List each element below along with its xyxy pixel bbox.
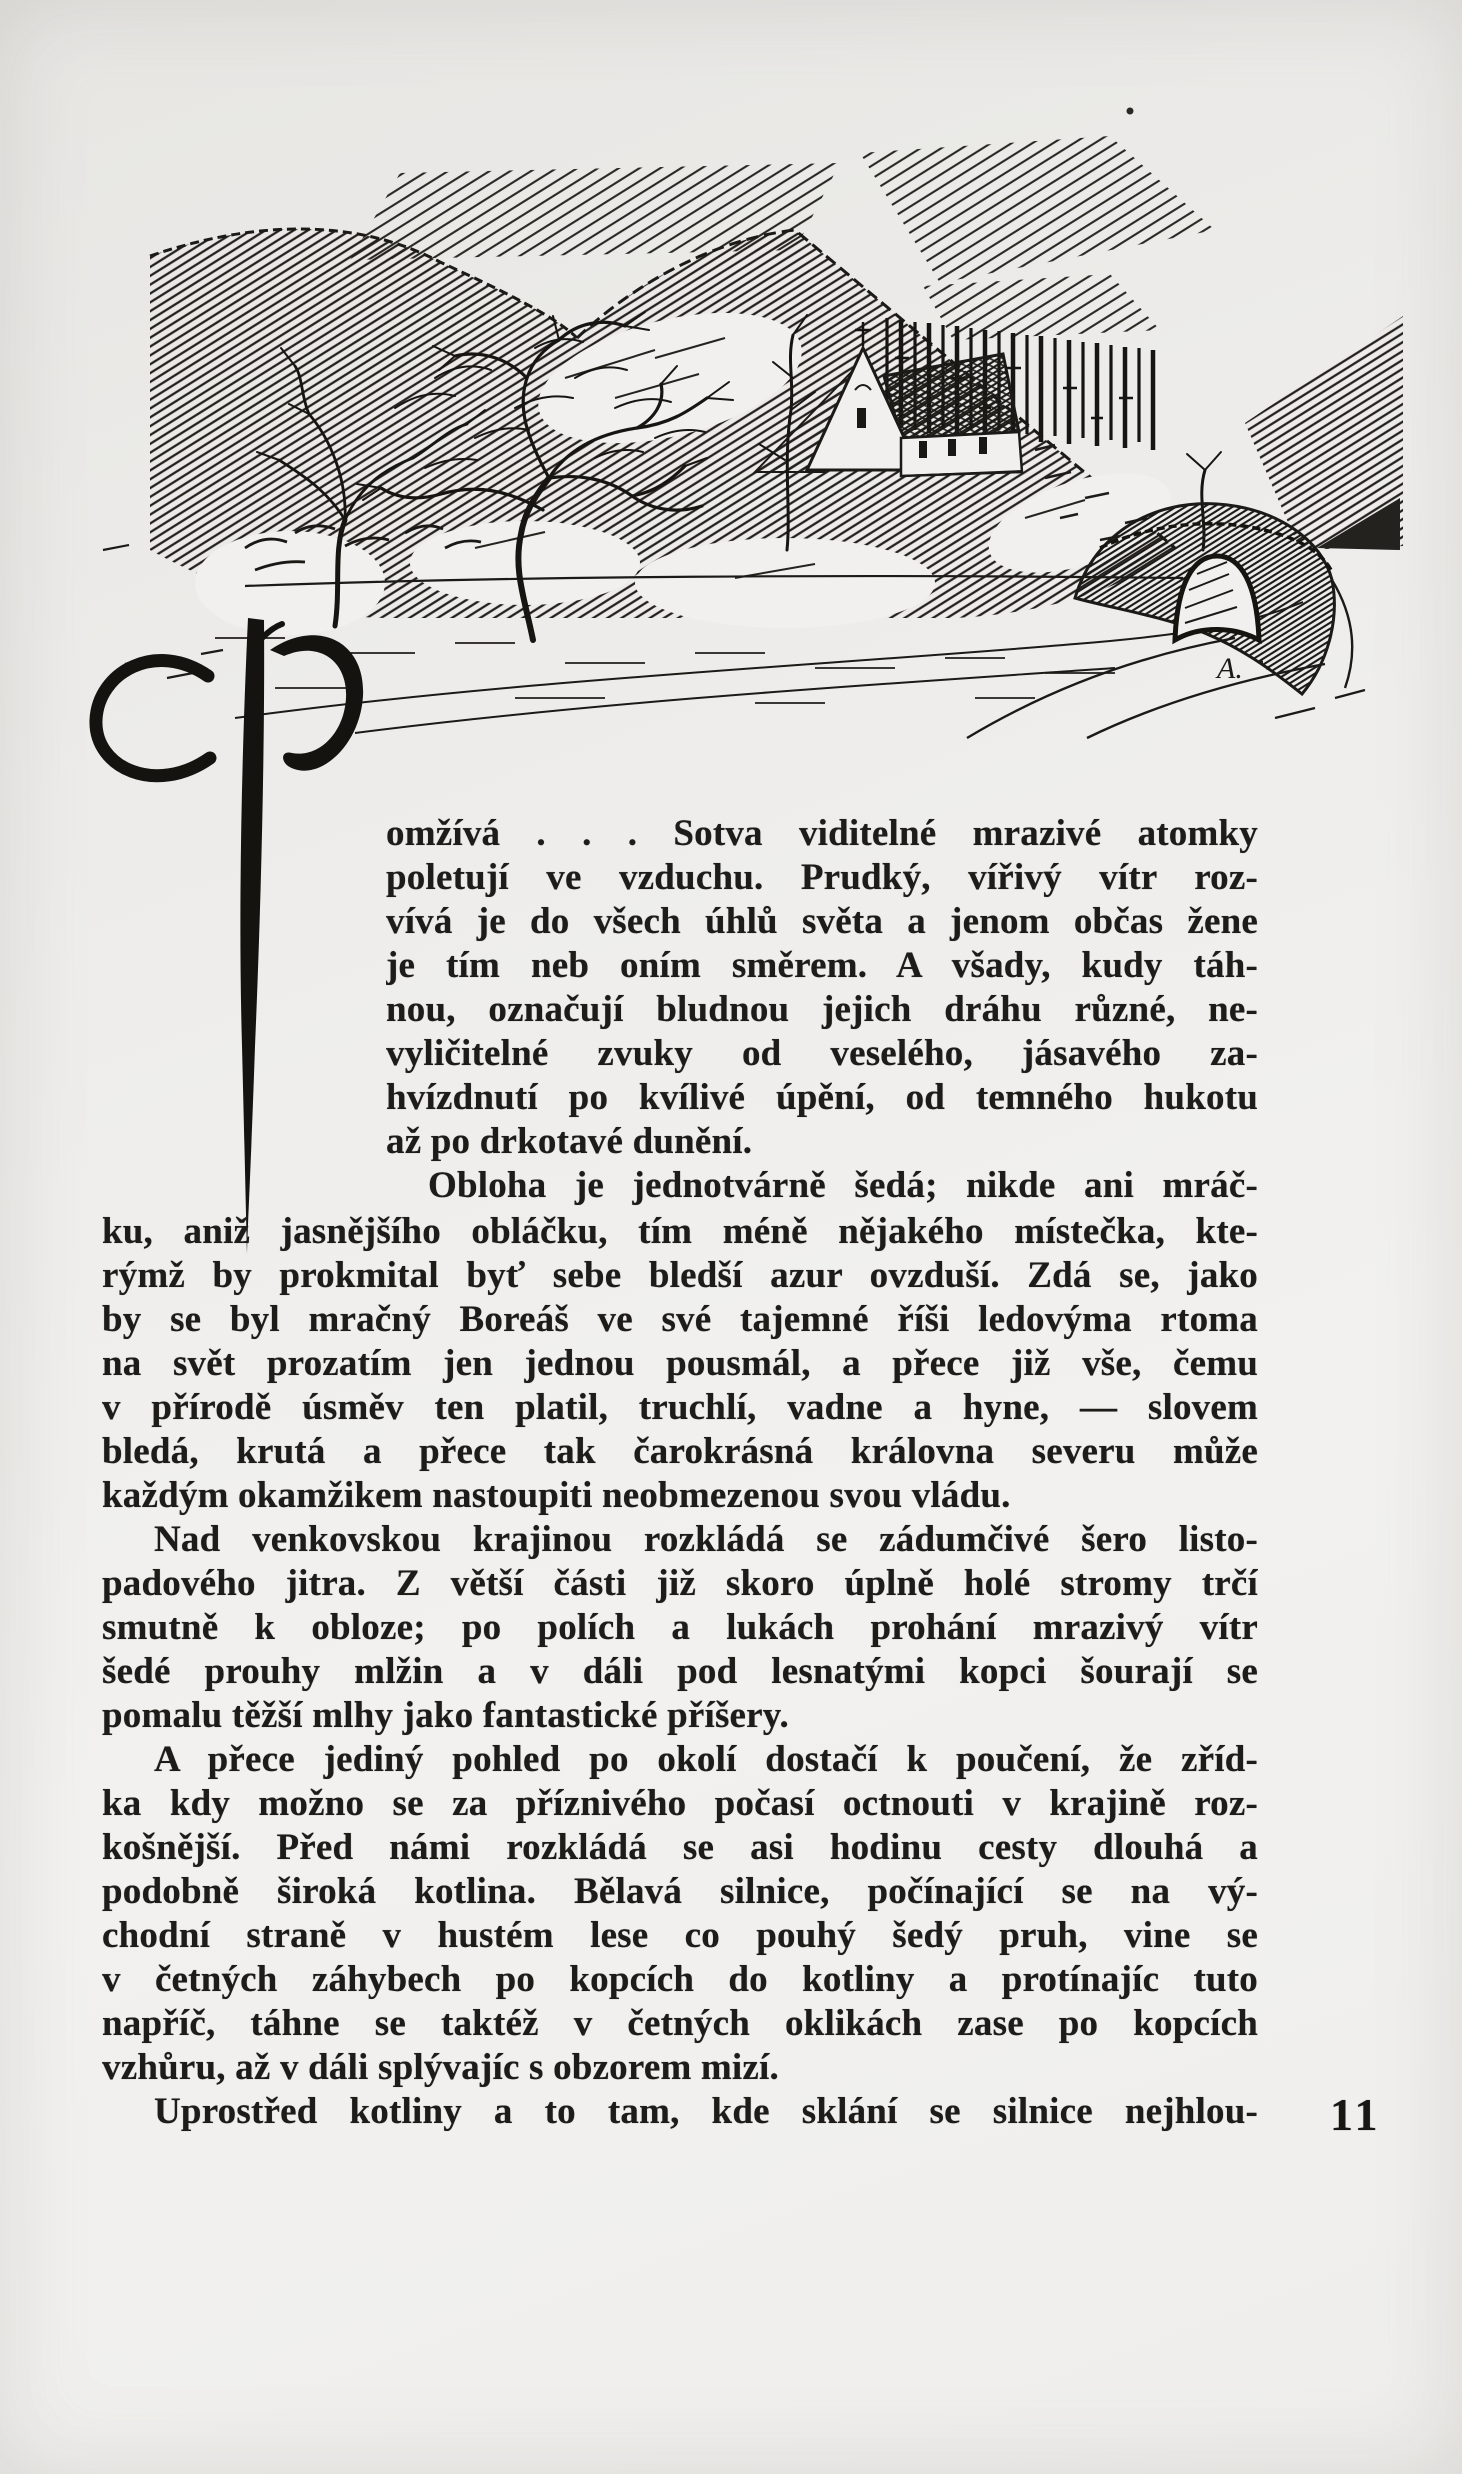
- text-line: by se byl mračný Boreáš ve své tajemné říši ledovýma rtoma: [102, 1299, 1258, 1340]
- text-line: poletují ve vzduchu. Prudký, vířivý vítr roz-: [386, 857, 1258, 898]
- body-text-block: [102, 1210, 1258, 2134]
- text-line: až po drkotavé dunění.: [386, 1121, 753, 1162]
- text-line: ka kdy možno se za příznivého počasí octnouti v krajině roz-: [102, 1783, 1258, 1824]
- text-line: košnější. Před námi rozkládá se asi hodinu cesty dlouhá a: [102, 1827, 1258, 1868]
- text-line: bledá, krutá a přece tak čarokrásná královna severu může: [102, 1431, 1258, 1472]
- text-line: Obloha je jednotvárně šedá; nikde ani mráč-: [428, 1165, 1258, 1206]
- text-line: vzhůru, až v dáli splývajíc s obzorem mizí.: [102, 2047, 779, 2088]
- text-line: vívá je do všech úhlů světa a jenom občas žene: [386, 901, 1258, 942]
- text-line: Uprostřed kotliny a to tam, kde sklání se silnice nejhlou-: [154, 2091, 1258, 2132]
- text-line: ku, aniž jasnějšího obláčku, tím méně nějakého místečka, kte-: [102, 1211, 1258, 1252]
- text-line: šedé prouhy mlžin a v dáli pod lesnatými kopci šourají se: [102, 1651, 1258, 1692]
- text-line: nou, označují bludnou jejich dráhu různé, ne-: [386, 989, 1258, 1030]
- text-line: v četných záhybech po kopcích do kotliny a protínajíc tuto: [102, 1959, 1258, 2000]
- text-line: napříč, táhne se taktéž v četných oklikách zase po kopcích: [102, 2003, 1258, 2044]
- text-line: každým okamžikem nastoupiti neobmezenou svou vládu.: [102, 1475, 1011, 1516]
- page-number: 11: [1330, 2089, 1382, 2140]
- text-line: omžívá . . . Sotva viditelné mrazivé atomky: [386, 813, 1258, 854]
- text-line: Nad venkovskou krajinou rozkládá se zádumčivé šero listo-: [154, 1519, 1258, 1560]
- text-line: chodní straně v hustém lese co pouhý šedý pruh, vine se: [102, 1915, 1258, 1956]
- text-line: padového jitra. Z větší části již skoro úplně holé stromy trčí: [102, 1563, 1258, 1604]
- text-line: na svět prozatím jen jednou pousmál, a přece již vše, čemu: [102, 1343, 1258, 1384]
- artist-signature: A.: [1217, 652, 1243, 685]
- drop-cap-letter-P: [58, 606, 380, 1256]
- text-line: A přece jediný pohled po okolí dostačí k poučení, že zříd-: [154, 1739, 1258, 1780]
- opening-paragraph-block: [386, 812, 1258, 1208]
- text-line: je tím neb oním směrem. A všady, kudy táh-: [386, 945, 1258, 986]
- text-line: v přírodě úsměv ten platil, truchlí, vadne a hyne, — slovem: [102, 1387, 1258, 1428]
- text-line: smutně k obloze; po polích a lukách prohání mrazivý vítr: [102, 1607, 1258, 1648]
- text-line: rýmž by prokmital byť sebe bledší azur ovzduší. Zdá se, jako: [102, 1255, 1258, 1296]
- text-line: pomalu těžší mlhy jako fantastické příšery.: [102, 1695, 789, 1736]
- text-line: vyličitelné zvuky od veselého, jásavého za-: [386, 1033, 1258, 1074]
- text-line: podobně široká kotlina. Bělavá silnice, počínající se na vý-: [102, 1871, 1258, 1912]
- text-line: hvízdnutí po kvílivé úpění, od temného hukotu: [386, 1077, 1258, 1118]
